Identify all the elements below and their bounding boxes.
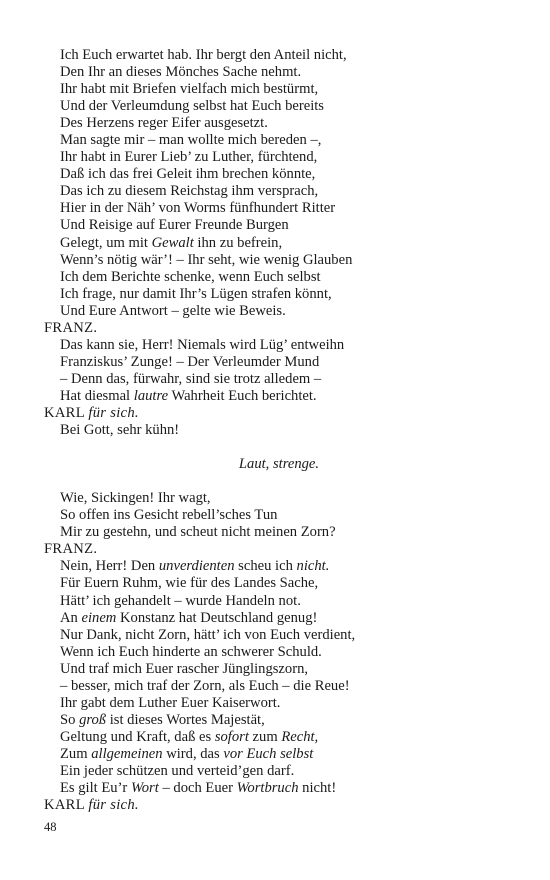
text-segment: Wie, Sickingen! Ihr wagt, bbox=[60, 490, 211, 507]
verse-line bbox=[44, 354, 514, 371]
text-segment: Des Herzens reger Eifer ausgesetzt. bbox=[60, 115, 268, 132]
italic-text: unverdienten bbox=[158, 558, 235, 575]
italic-text: Wort bbox=[130, 780, 159, 797]
verse-line bbox=[44, 149, 514, 166]
text-segment: Und traf mich Euer rascher Jünglingszorn, bbox=[60, 660, 309, 677]
text-segment: FRANZ. bbox=[44, 541, 98, 558]
text-segment: Ich frage, nur damit Ihr’s Lügen strafen könnt, bbox=[60, 285, 332, 302]
speaker-label bbox=[44, 320, 514, 337]
italic-text: für sich. bbox=[88, 404, 139, 421]
text-segment: KARL bbox=[44, 404, 89, 421]
text-segment: Gelegt, um mit bbox=[60, 234, 152, 251]
verse-line bbox=[44, 235, 514, 252]
verse-line bbox=[44, 712, 514, 729]
text-segment: Ein jeder schützen und verteid’gen darf. bbox=[60, 762, 295, 779]
stage-direction bbox=[44, 456, 514, 473]
verse-line bbox=[44, 610, 514, 627]
italic-text: vor Euch selbst bbox=[223, 745, 314, 762]
text-segment: nicht! bbox=[298, 780, 337, 797]
text-segment: Den Ihr an dieses Mönches Sache nehmt. bbox=[60, 64, 302, 81]
text-segment: – Denn das, fürwahr, sind sie trotz alledem – bbox=[60, 370, 322, 387]
text-segment: Hat diesmal bbox=[60, 387, 134, 404]
italic-text: für sich. bbox=[88, 797, 139, 814]
text-segment: Konstanz hat Deutschland genug! bbox=[116, 609, 318, 626]
italic-text: sofort bbox=[214, 728, 249, 745]
italic-text: allgemeinen bbox=[91, 745, 163, 762]
verse-line bbox=[44, 217, 514, 234]
text-segment: Man sagte mir – man wollte mich bereden –, bbox=[60, 132, 322, 149]
text-segment: Zum bbox=[60, 745, 92, 762]
text-segment: – doch Euer bbox=[158, 780, 237, 797]
text-segment: wird, das bbox=[162, 745, 224, 762]
verse-line bbox=[44, 644, 514, 661]
text-segment: Für Euern Ruhm, wie für des Landes Sache, bbox=[60, 575, 319, 592]
text-segment: ihn zu befrein, bbox=[193, 234, 283, 251]
text-segment: Wenn’s nötig wär’! – Ihr seht, wie wenig Glauben bbox=[60, 251, 353, 268]
text-segment: – besser, mich traf der Zorn, als Euch – die Reue! bbox=[60, 677, 350, 694]
verse-line bbox=[44, 695, 514, 712]
verse-line bbox=[44, 593, 514, 610]
verse-line bbox=[44, 661, 514, 678]
verse-line bbox=[44, 115, 514, 132]
verse-line bbox=[44, 729, 514, 746]
verse-line bbox=[44, 746, 514, 763]
italic-text: Wortbruch bbox=[236, 780, 299, 797]
verse-line bbox=[44, 98, 514, 115]
text-segment: Daß ich das frei Geleit ihm brechen könnte, bbox=[60, 166, 316, 183]
verse-line bbox=[44, 780, 514, 797]
text-segment: Nein, Herr! Den bbox=[60, 558, 159, 575]
verse-line bbox=[44, 627, 514, 644]
text-segment: ist dieses Wortes Majestät, bbox=[106, 711, 265, 728]
verse-line bbox=[44, 269, 514, 286]
text-segment: Ihr habt mit Briefen vielfach mich bestürmt, bbox=[60, 81, 319, 98]
italic-text: lautre bbox=[133, 387, 169, 404]
italic-text: nicht. bbox=[296, 558, 330, 575]
text-segment: KARL bbox=[44, 797, 89, 814]
text-segment: Ich dem Berichte schenke, wenn Euch selbst bbox=[60, 268, 321, 285]
text-segment: Mir zu gestehn, und scheut nicht meinen Zorn? bbox=[60, 524, 336, 541]
text-segment: scheu ich bbox=[234, 558, 297, 575]
italic-text: Gewalt bbox=[151, 234, 194, 251]
verse-line bbox=[44, 388, 514, 405]
italic-text: Laut, strenge. bbox=[238, 456, 320, 473]
blank-line bbox=[44, 439, 514, 456]
text-segment: Und Eure Antwort – gelte wie Beweis. bbox=[60, 302, 286, 319]
verse-line bbox=[44, 132, 514, 149]
text-segment: Franziskus’ Zunge! – Der Verleumder Mund bbox=[60, 353, 320, 370]
text-segment: Ich Euch erwartet hab. Ihr bergt den Anteil nicht, bbox=[60, 47, 347, 63]
verse-line bbox=[44, 422, 514, 439]
verse-line bbox=[44, 303, 514, 320]
text-segment: Hätt’ ich gehandelt – wurde Handeln not. bbox=[60, 592, 301, 609]
verse-line bbox=[44, 763, 514, 780]
verse-line bbox=[44, 490, 514, 507]
text-segment: Wahrheit Euch berichtet. bbox=[168, 387, 317, 404]
text-segment: Geltung und Kraft, daß es bbox=[60, 728, 215, 745]
text-segment: Das ich zu diesem Reichstag ihm versprach, bbox=[60, 183, 319, 200]
italic-text: groß bbox=[79, 711, 107, 728]
speaker-label bbox=[44, 405, 514, 422]
italic-text: Recht, bbox=[281, 728, 319, 745]
verse-line bbox=[44, 47, 514, 64]
verse-line bbox=[44, 558, 514, 575]
text-segment: So offen ins Gesicht rebell’sches Tun bbox=[60, 507, 278, 524]
speaker-label bbox=[44, 541, 514, 558]
verse-line bbox=[44, 507, 514, 524]
play-text bbox=[44, 47, 514, 814]
verse-line bbox=[44, 678, 514, 695]
text-segment: Wenn ich Euch hinderte an schwerer Schuld. bbox=[60, 643, 322, 660]
verse-line bbox=[44, 81, 514, 98]
text-segment: Ihr habt in Eurer Lieb’ zu Luther, fürchtend, bbox=[60, 149, 318, 166]
verse-line bbox=[44, 337, 514, 354]
speaker-label bbox=[44, 797, 514, 814]
text-segment: Hier in der Näh’ von Worms fünfhundert Ritter bbox=[60, 200, 336, 217]
text-segment: Nur Dank, nicht Zorn, hätt’ ich von Euch verdient, bbox=[60, 626, 356, 643]
page-number: 48 bbox=[44, 820, 57, 834]
verse-line bbox=[44, 200, 514, 217]
text-segment: An bbox=[60, 609, 82, 626]
blank-line bbox=[44, 473, 514, 490]
text-segment: Bei Gott, sehr kühn! bbox=[60, 422, 180, 439]
text-segment: Das kann sie, Herr! Niemals wird Lüg’ entweihn bbox=[60, 336, 345, 353]
text-segment: Ihr gabt dem Luther Euer Kaiserwort. bbox=[60, 694, 281, 711]
verse-line bbox=[44, 286, 514, 303]
verse-line bbox=[44, 183, 514, 200]
verse-line bbox=[44, 64, 514, 81]
text-segment: Es gilt Eu’r bbox=[60, 780, 131, 797]
verse-line bbox=[44, 252, 514, 269]
verse-line bbox=[44, 371, 514, 388]
italic-text: einem bbox=[81, 609, 117, 626]
verse-line bbox=[44, 575, 514, 592]
text-segment: zum bbox=[248, 728, 282, 745]
text-segment: FRANZ. bbox=[44, 319, 98, 336]
text-segment: Und Reisige auf Eurer Freunde Burgen bbox=[60, 217, 289, 234]
verse-line bbox=[44, 524, 514, 541]
verse-line bbox=[44, 166, 514, 183]
text-segment: So bbox=[60, 711, 80, 728]
text-segment: Und der Verleumdung selbst hat Euch bereits bbox=[60, 98, 324, 115]
